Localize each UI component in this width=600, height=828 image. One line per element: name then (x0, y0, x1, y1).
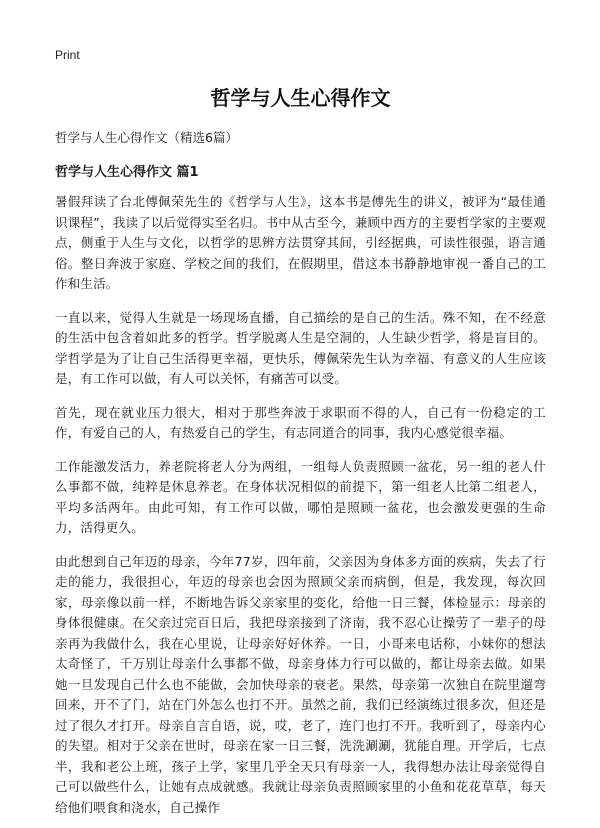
paragraph-3: 首先，现在就业压力很大，相对于那些奔波于求职而不得的人，自己有一份稳定的工作，有爱自己的人，有热爱自己的学生，有志同道合的同事，我内心感觉很幸福。 (55, 404, 546, 440)
section-heading: 哲学与人生心得作文 篇1 (55, 165, 199, 180)
paragraph-1: 暑假拜读了台北傅佩荣先生的《哲学与人生》，这本书是傅先生的讲义，被评为“最佳通识课程”，我读了以后觉得实至名归。书中从古至今，兼顾中西方的主要哲学家的主要观点，侧重于人生与文化，以哲学的思辨方法贯穿其间，引经据典，可读性很强，语言通俗。整日奔波于家庭、学校之间的我们，在假期里，借这本书静静地审视一番自己的工作和生活。 (55, 194, 546, 291)
paragraph-5: 由此想到自己年迈的母亲，今年77岁，四年前，父亲因为身体多方面的疾病，失去了行走的能力，我很担心，年迈的母亲也会因为照顾父亲而病倒，但是，我发现，每次回家，母亲像以前一样，不断地告诉父亲家里的变化，给他一日三餐，体检显示：母亲的身体很健康。在父亲过完百日后，我把母亲接到了济南，我不忍心让操劳了一辈子的母亲再为我做什么，我在心里说，让母亲好好休养。一日，小哥来电话称，小妹你的想法太奇怪了，千万别让母亲什么事都不做，母亲身体力行可以做的，都让母亲去做。如果她一旦发现自己什么也不能做，会加快母亲的衰老。果然，母亲第一次独自在院里遛弯回来，开不了门，站在门外怎么也打不开。虽然之前，我们已经演练过很多次，但还是过了很久才打开。母亲自言自语，说，哎，老了，连门也打不开。我听到了，母亲内心的失望。相对于父亲在世时，母亲在家一日三餐，洗洗涮涮，犹能自理。开学后，七点半，我和老公上班，孩子上学，家里几乎全天只有母亲一人，我得想办法让母亲觉得自己可以做些什么，让她有点成就感。我就让母亲负责照顾家里的小鱼和花花草草，每天给他们喂食和浇水，自己操作 (55, 553, 546, 815)
paragraph-4: 工作能激发活力，养老院将老人分为两组，一组每人负责照顾一盆花，另一组的老人什么事都不做，纯粹是休息养老。在身体状况相似的前提下，第一组老人比第二组老人，平均多活两年。由此可知，有工作可以做，哪怕是照顾一盆花，也会激发更强的生命力，活得更久。 (55, 458, 546, 535)
paragraph-2: 一直以来，觉得人生就是一场现场直播，自己描绘的是自己的生活。殊不知，在不经意的生活中包含着如此多的哲学。哲学脱离人生是空洞的，人生缺少哲学，将是盲目的。学哲学是为了让自己生活得更幸福，更快乐，傅佩荣先生认为幸福、有意义的人生应该是，有工作可以做，有人可以关怀，有痛苦可以受。 (55, 309, 546, 386)
print-link[interactable]: Print (55, 48, 80, 62)
document-subtitle: 哲学与人生心得作文（精选6篇） (55, 130, 238, 145)
document-title: 哲学与人生心得作文 (210, 86, 391, 110)
